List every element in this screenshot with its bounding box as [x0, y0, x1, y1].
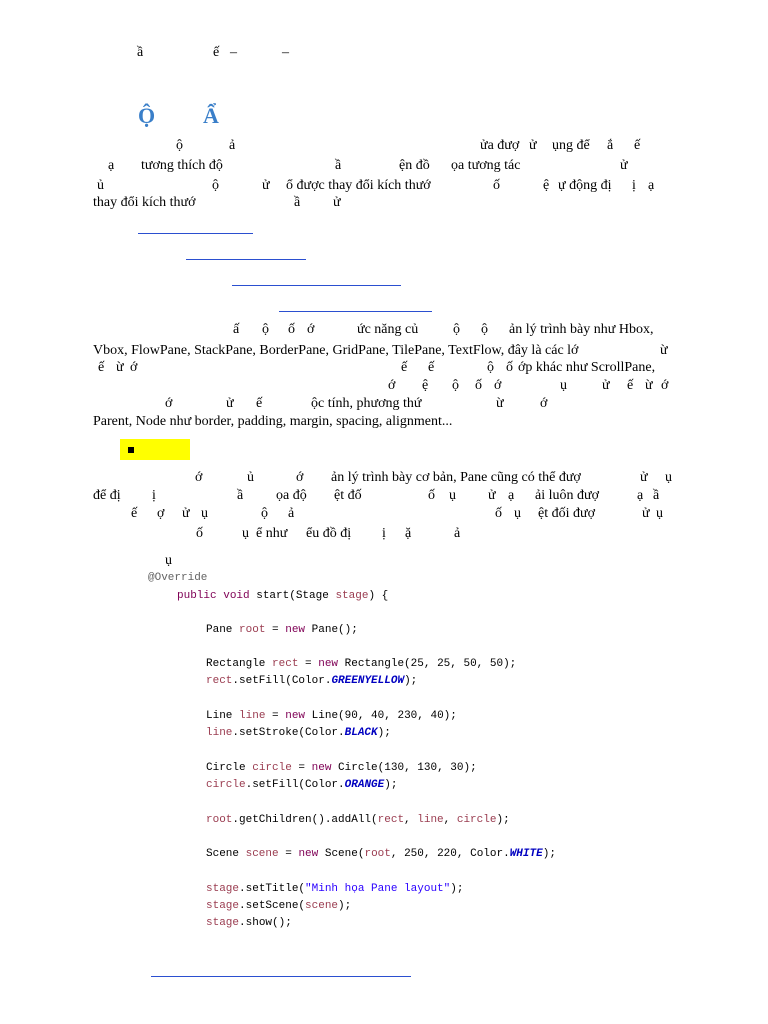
header-frag-3: –: [230, 45, 237, 60]
p2-frag: ố: [506, 360, 513, 375]
code-text: .setTitle(: [239, 883, 306, 895]
header-frag-4: –: [282, 45, 289, 60]
p3-frag: ử: [488, 488, 496, 503]
code-text: Circle: [206, 762, 253, 774]
link-underline-3[interactable]: [232, 285, 401, 286]
p3-frag: ố: [196, 526, 203, 541]
code-text: =: [278, 848, 299, 860]
header-frag-1: ầ: [137, 45, 144, 60]
p2-frag: ừ: [645, 378, 653, 393]
code-text: );: [338, 900, 352, 912]
p2-frag: ớ: [388, 378, 396, 393]
p3-frag: ị: [382, 526, 386, 541]
p2-frag: ộ: [453, 322, 460, 337]
p3-frag: ử: [182, 506, 190, 521]
title-frag-1: Ộ: [138, 103, 156, 128]
p2-frag: ố: [475, 378, 482, 393]
code-text: Rectangle(25, 25, 50, 50);: [338, 658, 517, 670]
p1-frag: ệ: [543, 178, 550, 193]
p3-frag: ợ: [157, 506, 165, 521]
p2-frag: ế: [627, 378, 634, 393]
code-var: stage: [206, 917, 240, 929]
code-keyword: new: [285, 624, 306, 636]
code-var: line: [239, 710, 266, 722]
code-text: Circle(130, 130, 30);: [331, 762, 477, 774]
code-text: Scene(: [318, 848, 365, 860]
link-underline-2[interactable]: [186, 259, 306, 260]
code-var: rect: [377, 814, 405, 826]
p3-frag: ụ: [201, 506, 208, 521]
p3-frag: ố: [428, 488, 435, 503]
code-text: );: [496, 814, 510, 826]
p3-frag: ố: [495, 506, 502, 521]
code-text: Pane();: [305, 624, 358, 636]
code-constant: WHITE: [509, 848, 543, 860]
code-text: .show();: [239, 917, 292, 929]
p2-frag: ức năng củ: [357, 322, 419, 337]
p2-frag: ộ: [452, 378, 459, 393]
code-text: );: [542, 848, 556, 860]
code-var: stage: [206, 883, 240, 895]
p3-frag: ụ: [665, 470, 672, 485]
code-var: circle: [456, 814, 497, 826]
header-frag-2: ế: [213, 45, 220, 60]
p1-frag: ử: [620, 158, 628, 173]
p3-frag: ị: [152, 488, 156, 503]
code-var: scene: [245, 848, 279, 860]
code-text: , 250, 220, Color.: [390, 848, 510, 860]
code-var: root: [206, 814, 233, 826]
title-frag-2: Ẩ: [203, 103, 219, 128]
p1-frag: ửa đượ: [480, 138, 520, 153]
p2-frag: ế: [401, 360, 408, 375]
code-line-add-all: [206, 812, 510, 829]
code-line-rect-fill: [206, 673, 417, 690]
p2-frag: ớp khác như ScrollPane,: [518, 360, 656, 375]
link-underline-4[interactable]: [279, 311, 432, 312]
p2-frag: ố: [288, 322, 295, 337]
code-text: );: [404, 675, 418, 687]
p2-frag: ụ: [560, 378, 567, 393]
p3-frag: ụ: [656, 506, 663, 521]
code-text: =: [298, 658, 319, 670]
p2-frag: ản lý trình bày như Hbox,: [509, 322, 654, 337]
p3-frag: ả: [288, 506, 295, 521]
p1-frag: ầ: [335, 158, 342, 173]
p2-frag: ớ: [130, 360, 138, 375]
code-text: =: [265, 624, 286, 636]
code-line-circle-fill: [206, 777, 397, 794]
p3-frag: ớ: [296, 470, 304, 485]
code-line-line-stroke: [206, 725, 391, 742]
code-line-line: [206, 708, 457, 725]
p3-frag: ử: [640, 470, 648, 485]
p2-frag: ớ: [661, 378, 669, 393]
code-text: ,: [443, 814, 457, 826]
p3-frag: ọa độ: [276, 488, 307, 503]
p3-frag: ệt đối đượ: [538, 506, 595, 521]
p1-frag: tương thích độ: [141, 158, 223, 173]
code-text: Scene: [206, 848, 246, 860]
p3-frag: ạ: [508, 488, 515, 503]
code-text: );: [384, 779, 398, 791]
p1-frag: thay đổi kích thướ: [93, 195, 196, 210]
code-keyword: new: [298, 848, 319, 860]
code-text: );: [450, 883, 464, 895]
code-line-circle: [206, 760, 477, 777]
p1-frag: ổ được thay đổi kích thướ: [286, 178, 431, 193]
code-line-set-scene: [206, 898, 351, 915]
code-line-start: [177, 588, 388, 605]
code-var: line: [206, 727, 233, 739]
code-text: );: [377, 727, 391, 739]
code-keyword: public: [177, 590, 217, 602]
code-keyword: new: [285, 710, 306, 722]
p3-frag: ản lý trình bày cơ bản, Pane cũng có thể đượ: [331, 470, 581, 485]
p2-frag: ớ: [540, 396, 548, 411]
p1-frag: ụng để: [552, 138, 590, 153]
p1-frag: ự động đị: [558, 178, 612, 193]
link-underline-5[interactable]: [151, 976, 411, 977]
p1-frag: ủ: [97, 178, 104, 193]
code-line-set-title: [206, 881, 463, 898]
code-text: Line(90, 40, 230, 40);: [305, 710, 457, 722]
code-text: .setFill(Color.: [232, 675, 332, 687]
p2-frag: ớ: [307, 322, 315, 337]
p3-frag: ụ: [242, 526, 249, 541]
p2-frag: ộ: [262, 322, 269, 337]
code-var: stage: [206, 900, 240, 912]
p1-frag: ện đồ: [399, 158, 430, 173]
p2-frag: ử: [226, 396, 234, 411]
code-text: .setFill(Color.: [245, 779, 345, 791]
code-var: line: [417, 814, 444, 826]
p1-frag: ộ: [212, 178, 219, 193]
code-text: =: [265, 710, 286, 722]
code-text: Pane: [206, 624, 240, 636]
p2-frag: ớ: [494, 378, 502, 393]
p1-frag: ọa tương tác: [451, 158, 521, 173]
p3-frag: ạ: [637, 488, 644, 503]
code-var: circle: [252, 762, 292, 774]
code-text: =: [291, 762, 312, 774]
p2-line: Vbox, FlowPane, StackPane, BorderPane, GridPane, TilePane, TextFlow, đây là các lớ: [93, 343, 579, 358]
p2-frag: ừ: [116, 360, 124, 375]
p3-frag: ế: [131, 506, 138, 521]
p3-frag: ầ: [237, 488, 244, 503]
code-var: stage: [335, 590, 369, 602]
code-constant: BLACK: [344, 727, 378, 739]
code-constant: GREENYELLOW: [331, 675, 405, 687]
code-line-rect: [206, 656, 516, 673]
p2-frag: ế: [256, 396, 263, 411]
p2-frag: ộ: [481, 322, 488, 337]
p2-frag: ớ: [165, 396, 173, 411]
p3-frag: ầ: [653, 488, 660, 503]
p2-frag: ộc tính, phương thứ: [311, 396, 422, 411]
code-keyword: new: [311, 762, 332, 774]
code-var: rect: [206, 675, 233, 687]
p2-frag: ử: [602, 378, 610, 393]
code-line-show: [206, 915, 292, 932]
p2-frag: ừ: [496, 396, 504, 411]
code-text: ) {: [368, 590, 389, 602]
p3-frag: ụ: [514, 506, 521, 521]
p1-frag: ử: [262, 178, 270, 193]
code-string: "Minh họa Pane layout": [305, 883, 451, 895]
p2-frag: ừ: [660, 343, 668, 358]
p3-frag: ử: [642, 506, 650, 521]
code-text: Line: [206, 710, 240, 722]
p3-frag: ể như: [256, 526, 288, 541]
p1-frag: ầ: [294, 195, 301, 210]
code-text: .getChildren().addAll(: [232, 814, 378, 826]
code-text: Rectangle: [206, 658, 273, 670]
p3-frag: ải luôn đượ: [535, 488, 599, 503]
code-text: .setScene(: [239, 900, 306, 912]
code-var: root: [239, 624, 266, 636]
code-text: .setStroke(Color.: [232, 727, 345, 739]
code-var: scene: [305, 900, 339, 912]
p2-frag: ệ: [422, 378, 429, 393]
bullet-square-icon: [128, 447, 134, 453]
code-text: start(Stage: [249, 590, 336, 602]
p1-frag: ị: [632, 178, 636, 193]
code-keyword: void: [223, 590, 250, 602]
p1-frag: ử: [529, 138, 537, 153]
code-var: root: [364, 848, 391, 860]
code-constant: ORANGE: [344, 779, 385, 791]
code-line-pane: [206, 622, 358, 639]
p2-frag: ế: [428, 360, 435, 375]
p3-frag: ệt đố: [334, 488, 362, 503]
p3-frag: ớ: [195, 470, 203, 485]
p1-frag: ộ: [176, 138, 183, 153]
p1-frag: ố: [493, 178, 500, 193]
p3-frag: ụ: [165, 553, 172, 568]
link-underline-1[interactable]: [138, 233, 253, 234]
p3-frag: ả: [454, 526, 461, 541]
p1-frag: ử: [333, 195, 341, 210]
p3-frag: ểu đồ đị: [306, 526, 352, 541]
p2-frag: ấ: [233, 322, 240, 337]
p3-frag: ặ: [405, 526, 412, 541]
p3-frag: ộ: [261, 506, 268, 521]
p1-frag: ạ: [108, 158, 115, 173]
p2-line: Parent, Node như border, padding, margin, spacing, alignment...: [93, 414, 453, 429]
p2-frag: ộ: [487, 360, 494, 375]
code-keyword: new: [318, 658, 339, 670]
code-var: rect: [272, 658, 299, 670]
p1-frag: ạ: [648, 178, 655, 193]
p3-frag: ụ: [449, 488, 456, 503]
code-text: ,: [404, 814, 418, 826]
p1-frag: ắ: [607, 138, 614, 153]
code-line-scene: [206, 846, 556, 863]
code-annotation: @Override: [148, 572, 208, 584]
p3-frag: ủ: [247, 470, 254, 485]
p1-frag: ế: [634, 138, 641, 153]
p3-frag: để đị: [93, 488, 121, 503]
p1-frag: ả: [229, 138, 236, 153]
code-var: circle: [206, 779, 246, 791]
p2-frag: ế: [98, 360, 105, 375]
